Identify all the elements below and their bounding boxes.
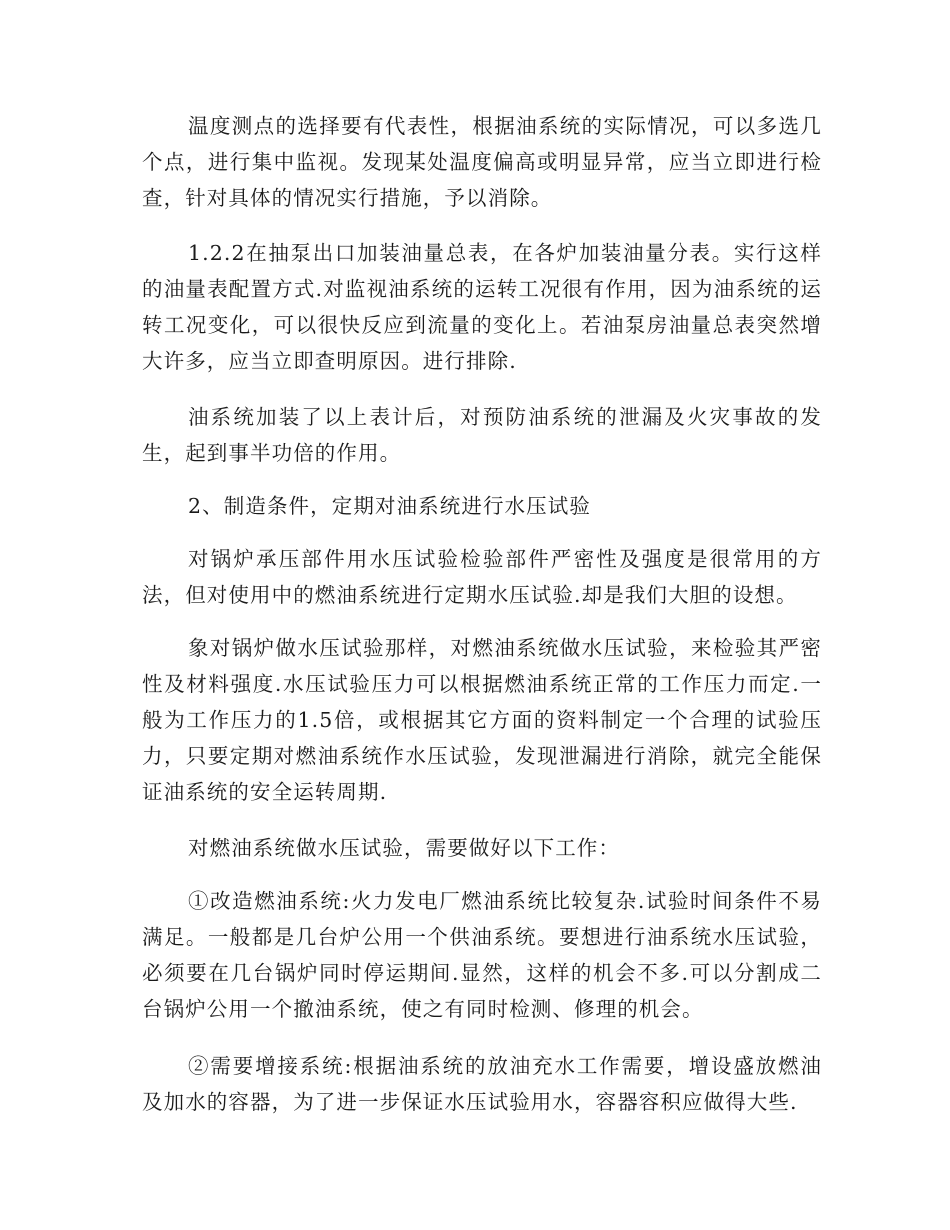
list-item-modify-system: ①改造燃油系统:火力发电厂燃油系统比较复杂.试验时间条件不易满足。一般都是几台炉公用一个供油系统。要想进行油系统水压试验，必须要在几台锅炉同时停运期间.显然，这样的机会不多.可以分割成二台锅炉公用一个撤油系统，使之有同时检测、修理的机会。 xyxy=(142,889,822,1021)
paragraph-meter-benefit: 油系统加装了以上表计后，对预防油系统的泄漏及火灾事故的发生，起到事半功倍的作用。 xyxy=(142,405,822,465)
paragraph-boiler-pressure-test: 对锅炉承压部件用水压试验检验部件严密性及强度是很常用的方法，但对使用中的燃油系统进行定期水压试验.却是我们大胆的设想。 xyxy=(142,547,822,607)
list-item-add-system: ②需要增接系统:根据油系统的放油充水工作需要，增设盛放燃油及加水的容器，为了进一步保证水压试验用水，容器容积应做得大些. xyxy=(142,1054,822,1114)
paragraph-preparation-intro: 对燃油系统做水压试验，需要做好以下工作： xyxy=(188,836,620,860)
paragraph-fuel-system-test: 象对锅炉做水压试验那样，对燃油系统做水压试验，来检验其严密性及材料强度.水压试验压力可以根据燃油系统正常的工作压力而定.一般为工作压力的1.5倍，或根据其它方面的资料制定一个合理的试验压力，只要定期对燃油系统作水压试验，发现泄漏进行消除，就完全能保证油系统的安全运转周期. xyxy=(142,636,822,804)
paragraph-temperature-monitoring: 温度测点的选择要有代表性，根据油系统的实际情况，可以多选几个点，进行集中监视。发现某处温度偏高或明显异常，应当立即进行检查，针对具体的情况实行措施，予以消除。 xyxy=(142,114,822,210)
section-heading-hydrostatic-test: 2、制造条件，定期对油系统进行水压试验 xyxy=(188,494,591,518)
paragraph-oil-flow-meters: 1.2.2在抽泵出口加装油量总表，在各炉加装油量分表。实行这样的油量表配置方式.对监视油系统的运转工况很有作用，因为油系统的运转工况变化，可以很快反应到流量的变化上。若油泵房油量总表突然增大许多，应当立即查明原因。进行排除. xyxy=(142,241,822,373)
